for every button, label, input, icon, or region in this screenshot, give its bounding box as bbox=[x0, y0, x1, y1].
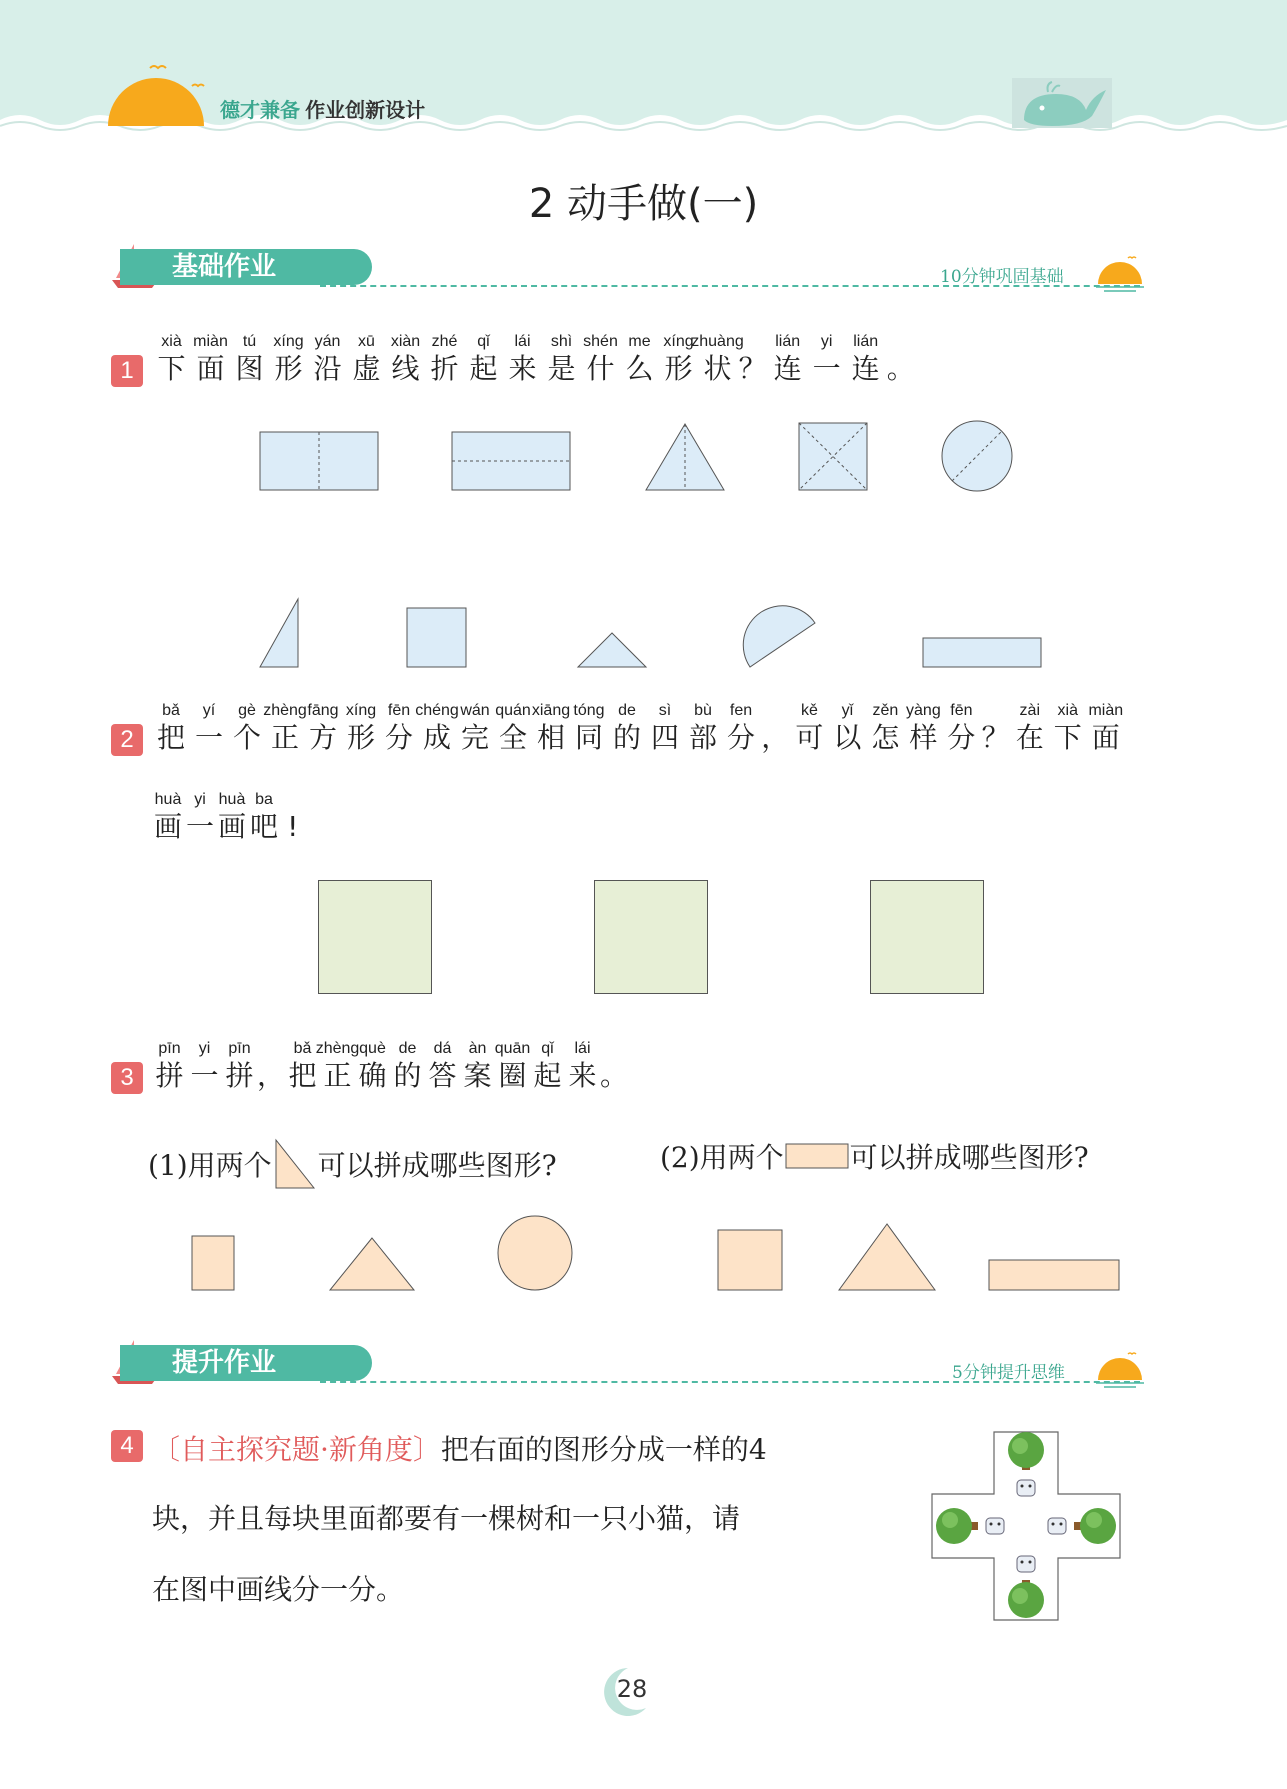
cat-icon bbox=[986, 1518, 1004, 1534]
hanzi: 状 bbox=[703, 352, 732, 385]
wide-rectangle-shape[interactable] bbox=[923, 638, 1041, 667]
word-cell bbox=[248, 790, 280, 844]
hanzi: 分 bbox=[726, 721, 755, 754]
word-cell bbox=[646, 701, 684, 755]
hanzi: 么 bbox=[625, 352, 654, 385]
hanzi: 确 bbox=[358, 1059, 387, 1092]
square-shape[interactable] bbox=[407, 608, 466, 667]
hanzi: 在 bbox=[1015, 721, 1044, 754]
hanzi: 一 bbox=[190, 1059, 219, 1092]
word-cell bbox=[152, 332, 191, 386]
word-cell bbox=[152, 701, 190, 755]
pinyin: qǐ bbox=[541, 1040, 554, 1057]
pinyin: yí bbox=[202, 702, 216, 719]
question-number: 4 bbox=[111, 1430, 143, 1462]
pinyin: tú bbox=[242, 333, 257, 350]
hanzi: 。 bbox=[600, 1059, 629, 1092]
hanzi: 面 bbox=[196, 352, 225, 385]
word-cell bbox=[308, 332, 347, 386]
word-cell bbox=[1087, 701, 1125, 755]
pinyin: xíng bbox=[273, 333, 304, 350]
pinyin: gè bbox=[238, 702, 256, 719]
cat-icon bbox=[1017, 1480, 1035, 1496]
hanzi: 起 bbox=[533, 1059, 562, 1092]
hanzi: 圈 bbox=[498, 1059, 527, 1092]
q1-shapes bbox=[240, 415, 1100, 675]
word-cell bbox=[390, 1039, 425, 1093]
right-triangle-shape[interactable] bbox=[260, 599, 298, 667]
word-cell bbox=[152, 790, 184, 844]
pinyin: lái bbox=[514, 333, 531, 350]
word-cell bbox=[415, 701, 459, 755]
hanzi: 同 bbox=[574, 721, 603, 754]
word-cell bbox=[768, 332, 807, 386]
hanzi: 以 bbox=[833, 721, 862, 754]
pinyin: shén bbox=[583, 333, 618, 350]
pinyin: de bbox=[618, 702, 636, 719]
word-cell bbox=[828, 701, 866, 755]
hanzi: 把 bbox=[156, 721, 185, 754]
hanzi: 案 bbox=[463, 1059, 492, 1092]
word-cell bbox=[542, 332, 581, 386]
word-cell bbox=[608, 701, 646, 755]
word-cell bbox=[269, 332, 308, 386]
q3-sub1 bbox=[148, 1136, 557, 1192]
sun-icon bbox=[100, 58, 210, 128]
question-number: 1 bbox=[111, 355, 143, 387]
option-square[interactable] bbox=[718, 1230, 782, 1290]
pinyin: xíng bbox=[663, 333, 694, 350]
word-cell bbox=[866, 701, 904, 755]
word-cell bbox=[760, 701, 790, 755]
word-cell bbox=[600, 1039, 628, 1093]
q3-sub2-after: 可以拼成哪些图形? bbox=[849, 1141, 1089, 1174]
q4-line1 bbox=[152, 1428, 767, 1468]
pinyin: lián bbox=[775, 333, 801, 350]
option-square-small[interactable] bbox=[192, 1236, 234, 1290]
hanzi: 形 bbox=[664, 352, 693, 385]
word-cell bbox=[263, 701, 307, 755]
hanzi: 相 bbox=[536, 721, 565, 754]
hanzi: 正 bbox=[323, 1059, 352, 1092]
word-cell bbox=[620, 332, 659, 386]
pinyin: xū bbox=[358, 333, 375, 350]
word-cell bbox=[532, 701, 570, 755]
section-advanced-note: 5分钟提升思维 bbox=[952, 1363, 1065, 1383]
pinyin: wán bbox=[460, 702, 490, 719]
hanzi: 面 bbox=[1091, 721, 1120, 754]
hanzi: 形 bbox=[274, 352, 303, 385]
sun-icon bbox=[1094, 1350, 1146, 1390]
word-cell bbox=[380, 701, 418, 755]
section-basic-note: 10分钟巩固基础 bbox=[940, 267, 1064, 287]
word-cell bbox=[790, 701, 828, 755]
word-cell bbox=[152, 1039, 187, 1093]
hanzi: 形 bbox=[346, 721, 375, 754]
pinyin: miàn bbox=[193, 333, 228, 350]
rect-vertical-fold[interactable] bbox=[260, 432, 378, 490]
section-advanced-label: 提升作业 bbox=[120, 1345, 372, 1381]
word-cell bbox=[456, 701, 494, 755]
hanzi: 的 bbox=[393, 1059, 422, 1092]
word-cell bbox=[342, 701, 380, 755]
word-cell bbox=[691, 332, 744, 386]
hanzi: 全 bbox=[498, 721, 527, 754]
pinyin: xíng bbox=[345, 702, 377, 719]
hanzi: 图 bbox=[235, 352, 264, 385]
word-cell bbox=[980, 701, 1010, 755]
hanzi: 。 bbox=[886, 352, 915, 385]
pinyin: pīn bbox=[228, 1040, 251, 1057]
pinyin: quān bbox=[494, 1040, 531, 1057]
hanzi: 画 bbox=[217, 810, 246, 843]
hanzi: 下 bbox=[157, 352, 186, 385]
rectangle-icon bbox=[784, 1138, 850, 1174]
pinyin: bǎ bbox=[162, 702, 180, 719]
flat-triangle-shape[interactable] bbox=[578, 633, 646, 667]
pinyin: zhuàng bbox=[691, 333, 744, 350]
word-cell bbox=[904, 701, 942, 755]
hanzi: 个 bbox=[232, 721, 261, 754]
word-cell bbox=[503, 332, 542, 386]
hanzi: ？ bbox=[981, 721, 1010, 754]
question-2-text-line1 bbox=[152, 701, 1125, 755]
pinyin: yǐ bbox=[841, 702, 854, 719]
hanzi: 可 bbox=[795, 721, 824, 754]
question-3-text bbox=[152, 1039, 628, 1093]
cross-figure[interactable] bbox=[928, 1428, 1124, 1624]
pinyin: zhé bbox=[431, 333, 458, 350]
word-cell bbox=[494, 701, 532, 755]
hanzi: ， bbox=[761, 721, 790, 754]
pinyin: tóng bbox=[573, 702, 605, 719]
question-number: 2 bbox=[111, 724, 143, 756]
word-cell bbox=[737, 332, 768, 386]
pinyin: miàn bbox=[1088, 702, 1124, 719]
pinyin: xiàn bbox=[390, 333, 421, 350]
word-cell bbox=[425, 1039, 460, 1093]
cat-icon bbox=[1048, 1518, 1066, 1534]
hanzi: 线 bbox=[391, 352, 420, 385]
pinyin: fen bbox=[729, 702, 753, 719]
brand-green: 德才兼备 bbox=[220, 98, 300, 122]
hanzi: 沿 bbox=[313, 352, 342, 385]
q4-line1-text: 把右面的图形分成一样的4 bbox=[440, 1433, 767, 1466]
hanzi: 什 bbox=[586, 352, 615, 385]
question-number: 3 bbox=[111, 1062, 143, 1094]
word-cell bbox=[280, 790, 306, 844]
q4-tag: 〔自主探究题·新角度〕 bbox=[152, 1433, 441, 1466]
hanzi: ! bbox=[287, 810, 299, 843]
hanzi: 答 bbox=[428, 1059, 457, 1092]
q3-options bbox=[180, 1212, 1140, 1296]
word-cell bbox=[581, 332, 620, 386]
hanzi: 折 bbox=[430, 352, 459, 385]
hanzi: 正 bbox=[270, 721, 299, 754]
pinyin: yi bbox=[198, 1040, 211, 1057]
word-cell bbox=[347, 332, 386, 386]
pinyin: pīn bbox=[158, 1040, 181, 1057]
hanzi: 是 bbox=[547, 352, 576, 385]
word-cell bbox=[191, 332, 230, 386]
hanzi: 成 bbox=[422, 721, 451, 754]
pinyin: què bbox=[359, 1040, 386, 1057]
pinyin: bù bbox=[694, 702, 712, 719]
pinyin: me bbox=[628, 333, 651, 350]
hanzi: 部 bbox=[688, 721, 717, 754]
brand-text bbox=[220, 94, 425, 123]
circle-fold[interactable] bbox=[942, 421, 1012, 491]
pinyin: yi bbox=[194, 791, 206, 808]
word-cell bbox=[942, 701, 980, 755]
pinyin: xià bbox=[1057, 702, 1078, 719]
pinyin: bǎ bbox=[293, 1040, 312, 1057]
pinyin: sì bbox=[658, 702, 672, 719]
hanzi: 把 bbox=[288, 1059, 317, 1092]
hanzi: 怎 bbox=[871, 721, 900, 754]
pinyin: qǐ bbox=[477, 333, 490, 350]
word-cell bbox=[1011, 701, 1049, 755]
option-triangle-large[interactable] bbox=[839, 1224, 935, 1290]
word-cell bbox=[304, 701, 342, 755]
pinyin: kě bbox=[800, 702, 818, 719]
hanzi: 一 bbox=[812, 352, 841, 385]
cat-icon bbox=[1017, 1556, 1035, 1572]
word-cell bbox=[184, 790, 216, 844]
hanzi: 完 bbox=[460, 721, 489, 754]
word-cell bbox=[386, 332, 425, 386]
word-cell bbox=[315, 1039, 360, 1093]
word-cell bbox=[187, 1039, 222, 1093]
hanzi: 虚 bbox=[352, 352, 381, 385]
hanzi: ？ bbox=[738, 352, 767, 385]
pinyin: fēn bbox=[950, 702, 973, 719]
pinyin: quán bbox=[495, 702, 531, 719]
word-cell bbox=[495, 1039, 530, 1093]
hanzi: 拼 bbox=[155, 1059, 184, 1092]
brand-dark: 作业创新设计 bbox=[305, 98, 426, 122]
hanzi: 的 bbox=[612, 721, 641, 754]
q3-sub2 bbox=[660, 1136, 1089, 1176]
word-cell bbox=[222, 1039, 257, 1093]
drawing-square-3[interactable] bbox=[870, 880, 984, 994]
word-cell bbox=[230, 332, 269, 386]
hanzi: 方 bbox=[308, 721, 337, 754]
pinyin: xià bbox=[161, 333, 182, 350]
hanzi: 吧 bbox=[249, 810, 278, 843]
pinyin: fāng bbox=[307, 702, 339, 719]
word-cell bbox=[257, 1039, 285, 1093]
option-circle[interactable] bbox=[498, 1216, 572, 1290]
pinyin: zěn bbox=[872, 702, 899, 719]
word-cell bbox=[190, 701, 228, 755]
pinyin: huà bbox=[154, 791, 182, 808]
word-cell bbox=[355, 1039, 390, 1093]
word-cell bbox=[722, 701, 760, 755]
hanzi: 样 bbox=[909, 721, 938, 754]
q3-sub1-before: (1)用两个 bbox=[148, 1149, 272, 1182]
semicircle-shape[interactable] bbox=[743, 606, 815, 667]
hanzi: 拼 bbox=[225, 1059, 254, 1092]
pinyin: dá bbox=[433, 1040, 452, 1057]
hanzi: 一 bbox=[185, 810, 214, 843]
page-title: 2 动手做(一) bbox=[528, 181, 759, 227]
word-cell bbox=[1049, 701, 1087, 755]
page-number: 28 bbox=[616, 1675, 648, 1703]
pinyin: ba bbox=[255, 791, 273, 808]
word-cell bbox=[530, 1039, 565, 1093]
pinyin: yán bbox=[314, 333, 341, 350]
drawing-square-1[interactable] bbox=[318, 880, 432, 994]
q4-line3: 在图中画线分一分。 bbox=[152, 1573, 405, 1606]
pinyin: chéng bbox=[415, 702, 459, 719]
question-1-text bbox=[152, 332, 916, 386]
hanzi: 下 bbox=[1053, 721, 1082, 754]
hanzi: 连 bbox=[851, 352, 880, 385]
hanzi: 来 bbox=[568, 1059, 597, 1092]
pinyin: yi bbox=[820, 333, 833, 350]
hanzi: 分 bbox=[947, 721, 976, 754]
hanzi: 一 bbox=[194, 721, 223, 754]
pinyin: xiāng bbox=[531, 702, 571, 719]
word-cell bbox=[425, 332, 464, 386]
hanzi: 画 bbox=[153, 810, 182, 843]
word-cell bbox=[885, 332, 916, 386]
sun-icon bbox=[1094, 254, 1146, 294]
pinyin: lián bbox=[853, 333, 879, 350]
word-cell bbox=[807, 332, 846, 386]
pinyin: àn bbox=[468, 1040, 487, 1057]
pinyin: lái bbox=[574, 1040, 591, 1057]
hanzi: 连 bbox=[773, 352, 802, 385]
drawing-square-2[interactable] bbox=[594, 880, 708, 994]
square-diagonal-fold[interactable] bbox=[799, 423, 867, 490]
word-cell bbox=[565, 1039, 600, 1093]
word-cell bbox=[216, 790, 248, 844]
right-triangle-icon bbox=[272, 1136, 318, 1192]
triangle-fold[interactable] bbox=[646, 424, 724, 490]
word-cell bbox=[684, 701, 722, 755]
pinyin: zhèng bbox=[315, 1040, 360, 1057]
pinyin: yàng bbox=[906, 702, 941, 719]
pinyin: fēn bbox=[387, 702, 411, 719]
section-basic-label: 基础作业 bbox=[120, 249, 372, 285]
pinyin: shì bbox=[550, 333, 573, 350]
q3-sub2-before: (2)用两个 bbox=[660, 1141, 784, 1174]
pinyin: zài bbox=[1019, 702, 1040, 719]
pinyin: de bbox=[398, 1040, 417, 1057]
q4-line2: 块，并且每块里面都要有一棵树和一只小猫，请 bbox=[152, 1502, 741, 1535]
word-cell bbox=[228, 701, 266, 755]
whale-icon bbox=[1012, 76, 1114, 128]
word-cell bbox=[846, 332, 885, 386]
rect-horizontal-fold[interactable] bbox=[452, 432, 570, 490]
word-cell bbox=[464, 332, 503, 386]
hanzi: ， bbox=[257, 1059, 286, 1092]
q3-sub1-after: 可以拼成哪些图形? bbox=[317, 1149, 557, 1182]
word-cell bbox=[570, 701, 608, 755]
pinyin: huà bbox=[218, 791, 246, 808]
hanzi: 起 bbox=[469, 352, 498, 385]
question-2-text-line2 bbox=[152, 790, 306, 844]
hanzi: 分 bbox=[384, 721, 413, 754]
hanzi: 四 bbox=[650, 721, 679, 754]
pinyin: zhèng bbox=[263, 702, 307, 719]
word-cell bbox=[460, 1039, 495, 1093]
hanzi: 来 bbox=[508, 352, 537, 385]
option-triangle[interactable] bbox=[330, 1238, 414, 1290]
option-rectangle[interactable] bbox=[989, 1260, 1119, 1290]
